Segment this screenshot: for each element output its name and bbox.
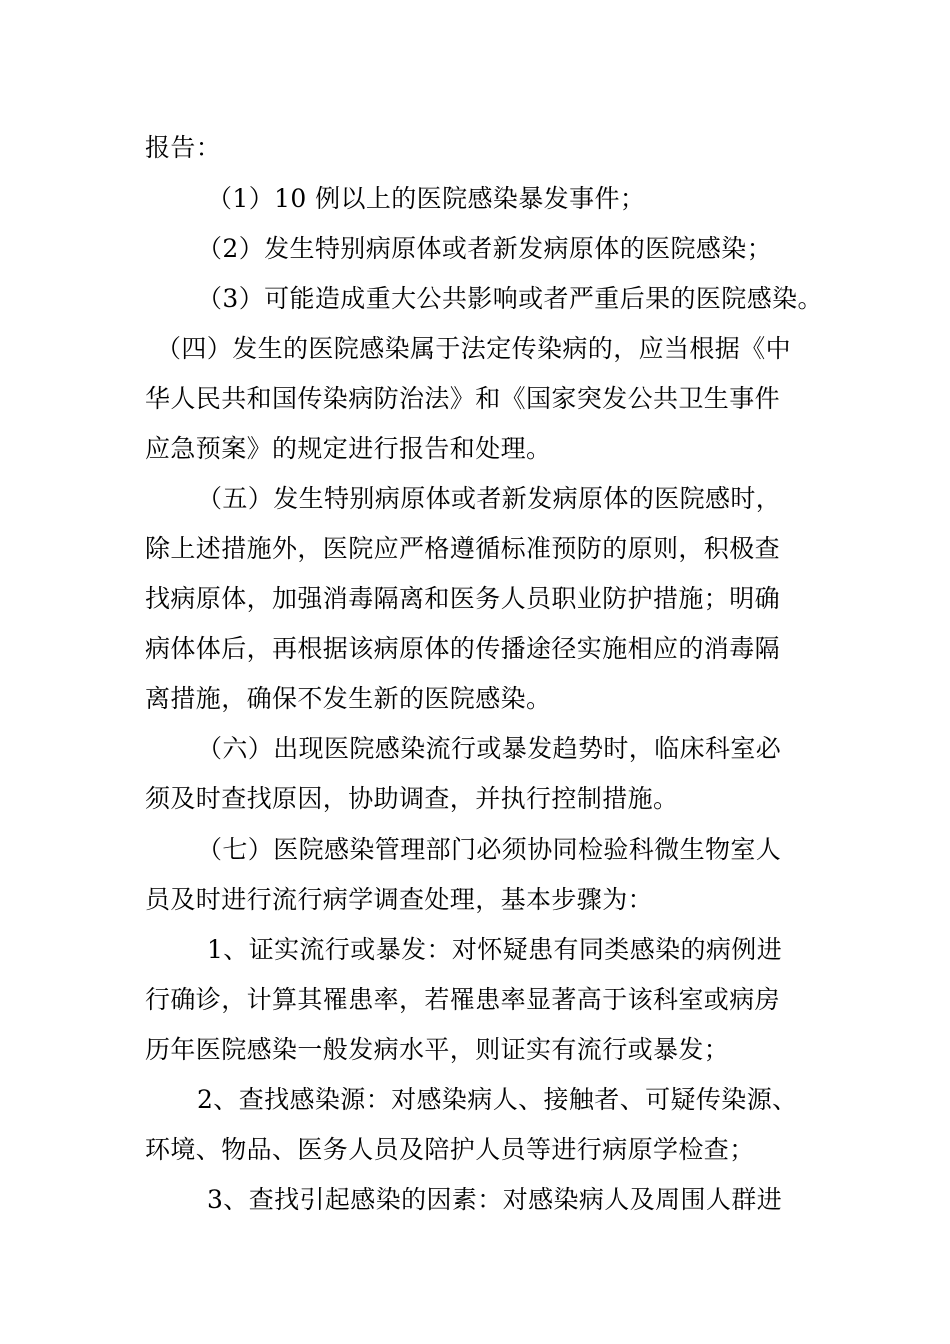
text-line: 应急预案》的规定进行报告和处理。: [145, 434, 552, 463]
text-line: （七）医院感染管理部门必须协同检验科微生物室人: [197, 835, 782, 864]
text-line: （3）可能造成重大公共影响或者严重后果的医院感染。: [197, 284, 823, 313]
text-line: 2、查找感染源：对感染病人、接触者、可疑传染源、: [197, 1085, 798, 1114]
text-line: 离措施，确保不发生新的医院感染。: [145, 684, 552, 713]
text-line: （四）发生的医院感染属于法定传染病的，应当根据《中: [156, 334, 792, 363]
text-line: （2）发生特别病原体或者新发病原体的医院感染；: [197, 234, 773, 263]
text-line: 员及时进行流行病学调查处理，基本步骤为：: [145, 885, 654, 914]
text-line: 历年医院感染一般发病水平，则证实有流行或暴发；: [145, 1035, 730, 1064]
text-line: 除上述措施外，医院应严格遵循标准预防的原则，积极查: [145, 534, 781, 563]
text-line: 行确诊，计算其罹患率，若罹患率显著高于该科室或病房: [145, 985, 781, 1014]
text-line: 1、证实流行或暴发：对怀疑患有同类感染的病例进: [207, 935, 783, 964]
text-line: （六）出现医院感染流行或暴发趋势时，临床科室必: [197, 734, 782, 763]
text-line: 找病原体，加强消毒隔离和医务人员职业防护措施；明确: [145, 584, 781, 613]
text-line: 须及时查找原因，协助调查，并执行控制措施。: [145, 784, 679, 813]
text-line: （1）10 例以上的医院感染暴发事件；: [207, 184, 646, 213]
text-line: 环境、物品、医务人员及陪护人员等进行病原学检查；: [145, 1135, 755, 1164]
text-line: 3、查找引起感染的因素：对感染病人及周围人群进: [207, 1185, 783, 1214]
text-line: 报告：: [145, 133, 222, 162]
text-line: 病体体后，再根据该病原体的传播途径实施相应的消毒隔: [145, 634, 781, 663]
text-line: （五）发生特别病原体或者新发病原体的医院感时，: [197, 484, 782, 513]
text-line: 华人民共和国传染病防治法》和《国家突发公共卫生事件: [145, 384, 781, 413]
